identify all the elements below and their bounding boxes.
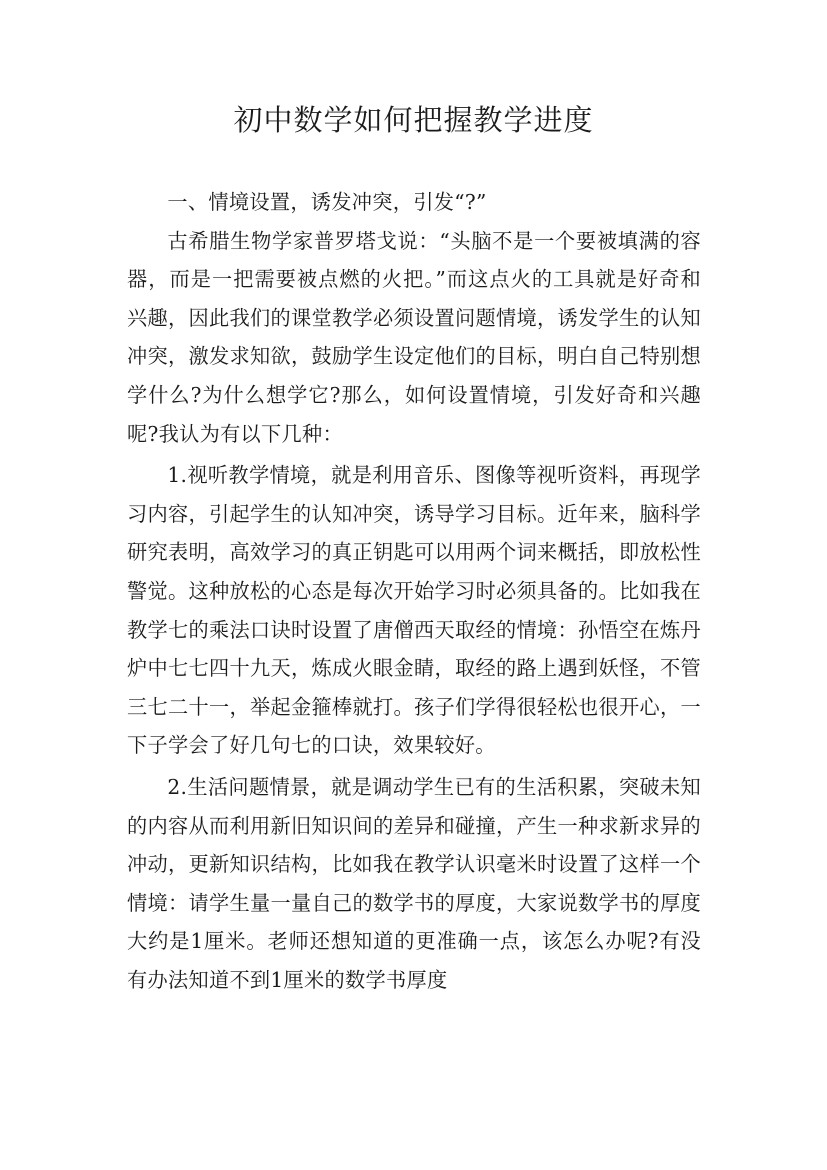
paragraph-life-problem: 2.生活问题情景，就是调动学生已有的生活积累，突破未知的内容从而利用新旧知识间的差异和碰撞，产生一种求新求异的冲动，更新知识结构，比如我在教学认识毫米时设置了这样一个情境：请学生量一量自己的数学书的厚度，大家说数学书的厚度大约是1厘米。老师还想知道的更准确一点，该怎么办呢?有没有办法知道不到1厘米的数学书厚度 [127,774,701,992]
paragraph-audiovisual: 1.视听教学情境，就是利用音乐、图像等视听资料，再现学习内容，引起学生的认知冲突，诱导学习目标。近年来，脑科学研究表明，高效学习的真正钥匙可以用两个词来概括，即放松性警觉。这种放松的心态是每次开始学习时必须具备的。比如我在教学七的乘法口诀时设置了唐僧西天取经的情境：孙悟空在炼丹炉中七七四十九天，炼成火眼金睛，取经的路上遇到妖怪，不管三七二十一，举起金箍棒就打。孩子们学得很轻松也很开心，一下子学会了好几句七的口诀，效果较好。 [127,463,701,758]
section-heading: 一、情境设置，诱发冲突，引发“?” [167,190,487,214]
paragraph-intro: 古希腊生物学家普罗塔戈说：“头脑不是一个要被填满的容器，而是一把需要被点燃的火把。”而这点火的工具就是好奇和兴趣，因此我们的课堂教学必须设置问题情境，诱发学生的认知冲突，激发求知欲，鼓励学生设定他们的目标，明白自己特别想学什么?为什么想学它?那么，如何设置情境，引发好奇和兴趣呢?我认为有以下几种： [127,228,701,446]
document-title: 初中数学如何把握教学进度 [233,103,594,137]
document-body [127,183,701,1001]
